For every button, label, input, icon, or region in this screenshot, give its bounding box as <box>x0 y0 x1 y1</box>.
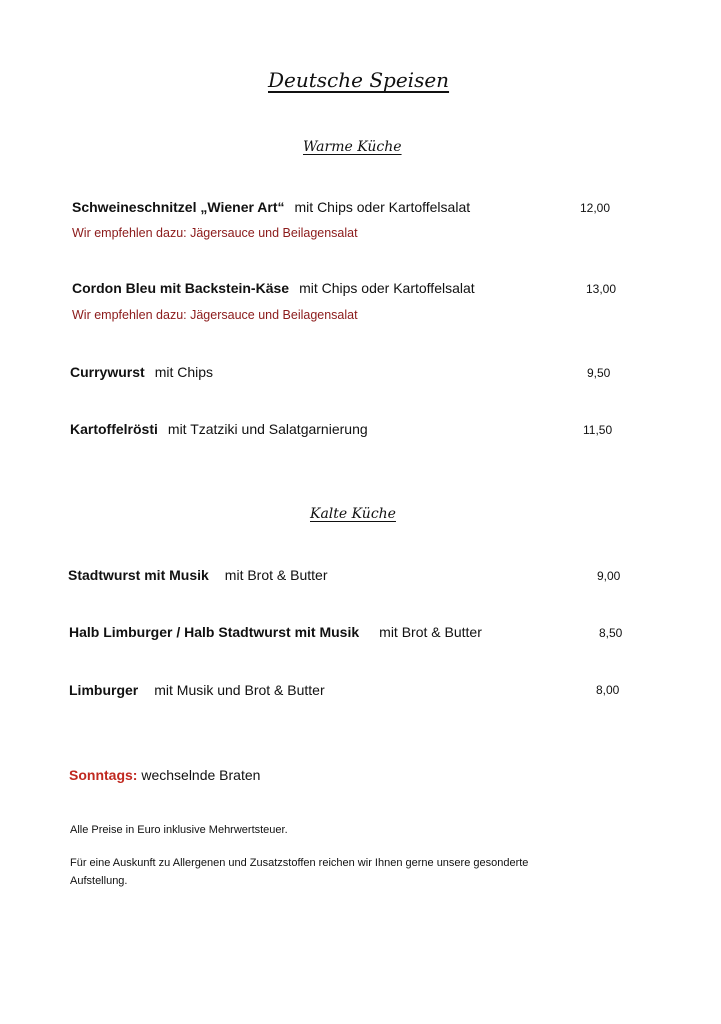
dish-side: mit Brot & Butter <box>224 567 328 583</box>
dish-row <box>69 624 482 640</box>
price-note: Alle Preise in Euro inklusive Mehrwertsteuer. <box>70 824 288 836</box>
dish-row <box>70 364 213 380</box>
dish-side: mit Brot & Butter <box>379 624 482 640</box>
dish-price: 12,00 <box>580 201 611 215</box>
dish-row <box>72 199 470 215</box>
dish-row <box>68 567 328 583</box>
dish-price: 8,50 <box>599 626 623 640</box>
dish-side: mit Musik und Brot & Butter <box>154 682 325 698</box>
dish-name: Currywurst <box>70 364 145 380</box>
section-heading-warme-kueche: Warme Küche <box>303 139 402 155</box>
dish-price: 8,00 <box>596 683 620 697</box>
dish-recommendation: Wir empfehlen dazu: Jägersauce und Beilagensalat <box>72 226 358 240</box>
dish-side: mit Chips <box>154 364 214 380</box>
dish-recommendation: Wir empfehlen dazu: Jägersauce und Beilagensalat <box>72 308 358 322</box>
dish-price: 13,00 <box>586 282 617 296</box>
section-heading-kalte-kueche: Kalte Küche <box>310 506 396 522</box>
dish-name: Stadtwurst mit Musik <box>68 567 209 583</box>
dish-price: 11,50 <box>583 423 613 437</box>
dish-side: mit Chips oder Kartoffelsalat <box>294 199 471 215</box>
allergen-note-continued: Aufstellung. <box>70 875 128 887</box>
sunday-special <box>69 767 260 783</box>
dish-name: Limburger <box>69 682 139 698</box>
dish-row <box>70 421 368 437</box>
dish-row <box>72 280 475 296</box>
dish-row <box>69 682 325 698</box>
dish-name: Halb Limburger / Halb Stadtwurst mit Musik <box>69 624 360 640</box>
dish-name: Kartoffelrösti <box>70 421 158 437</box>
dish-name: Schweineschnitzel „Wiener Art“ <box>72 199 285 215</box>
allergen-note: Für eine Auskunft zu Allergenen und Zusatzstoffen reichen wir Ihnen gerne unsere gesonderte <box>70 857 529 869</box>
dish-side: mit Tzatziki und Salatgarnierung <box>167 421 368 437</box>
dish-price: 9,00 <box>597 569 621 583</box>
dish-side: mit Chips oder Kartoffelsalat <box>299 280 475 296</box>
page-title: Deutsche Speisen <box>268 68 450 92</box>
dish-name: Cordon Bleu mit Backstein-Käse <box>72 280 290 296</box>
sunday-text: wechselnde Braten <box>141 767 261 783</box>
dish-price: 9,50 <box>587 366 611 380</box>
sunday-label: Sonntags: <box>69 767 138 783</box>
